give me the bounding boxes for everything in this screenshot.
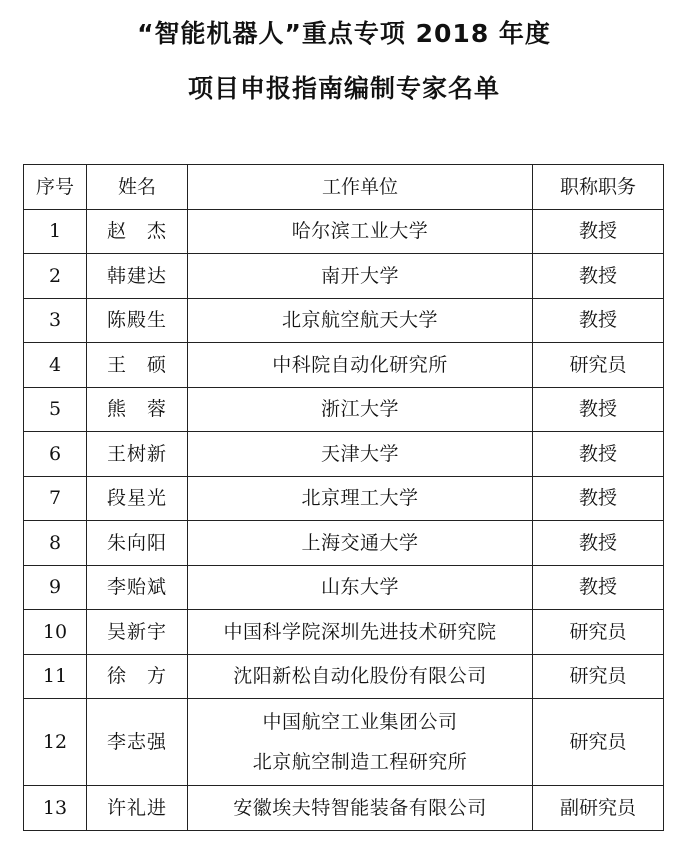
row-number: 2	[24, 254, 87, 299]
job-title: 研究员	[533, 343, 664, 388]
row-number: 5	[24, 387, 87, 432]
table-row	[24, 654, 664, 699]
job-title: 研究员	[533, 699, 664, 786]
table-row	[24, 786, 664, 831]
work-unit	[188, 209, 533, 254]
expert-name: 朱向阳	[87, 521, 188, 566]
work-unit-line: 中科院自动化研究所	[272, 353, 448, 376]
work-unit	[188, 432, 533, 477]
expert-name: 王 硕	[87, 343, 188, 388]
row-number: 8	[24, 521, 87, 566]
work-unit	[188, 565, 533, 610]
expert-name: 王树新	[87, 432, 188, 477]
table-row	[24, 343, 664, 388]
work-unit	[188, 343, 533, 388]
row-number: 4	[24, 343, 87, 388]
work-unit-line: 上海交通大学	[301, 531, 419, 554]
expert-name: 陈殿生	[87, 298, 188, 343]
job-title: 研究员	[533, 610, 664, 655]
table-row	[24, 298, 664, 343]
job-title: 教授	[533, 565, 664, 610]
work-unit	[188, 387, 533, 432]
work-unit-line: 安徽埃夫特智能装备有限公司	[233, 796, 487, 819]
header-number: 序号	[24, 165, 87, 210]
row-number: 1	[24, 209, 87, 254]
header-title: 职称职务	[533, 165, 664, 210]
table-row	[24, 521, 664, 566]
work-unit-line: 中国航空工业集团公司	[262, 711, 458, 733]
work-unit	[188, 786, 533, 831]
document-title-line2: 项目申报指南编制专家名单	[187, 74, 500, 103]
work-unit	[188, 254, 533, 299]
row-number: 9	[24, 565, 87, 610]
job-title: 教授	[533, 432, 664, 477]
table-row	[24, 476, 664, 521]
work-unit	[188, 699, 533, 786]
row-number: 3	[24, 298, 87, 343]
job-title: 教授	[533, 387, 664, 432]
job-title: 研究员	[533, 654, 664, 699]
expert-name: 许礼进	[87, 786, 188, 831]
expert-name: 吴新宇	[87, 610, 188, 655]
work-unit-line: 浙江大学	[320, 398, 399, 421]
work-unit	[188, 521, 533, 566]
work-unit	[188, 654, 533, 699]
table-row	[24, 387, 664, 432]
job-title: 副研究员	[533, 786, 664, 831]
expert-name: 徐 方	[87, 654, 188, 699]
row-number: 11	[24, 654, 87, 699]
table-header-row	[24, 165, 664, 210]
expert-name: 段星光	[87, 476, 188, 521]
work-unit-line: 天津大学	[320, 442, 399, 465]
work-unit-line: 哈尔滨工业大学	[291, 220, 429, 243]
header-name: 姓名	[87, 165, 188, 210]
table-row	[24, 610, 664, 655]
job-title: 教授	[533, 521, 664, 566]
work-unit	[188, 298, 533, 343]
table-row	[24, 699, 664, 786]
work-unit-line: 山东大学	[320, 576, 399, 599]
work-unit-line: 北京航空航天大学	[281, 309, 438, 332]
header-unit: 工作单位	[188, 165, 533, 210]
row-number: 7	[24, 476, 87, 521]
work-unit	[188, 476, 533, 521]
table-row	[24, 254, 664, 299]
expert-name: 赵 杰	[87, 209, 188, 254]
job-title: 教授	[533, 209, 664, 254]
expert-roster-table	[23, 164, 664, 831]
document-title-line1: “智能机器人”重点专项 2018 年度	[137, 19, 551, 48]
work-unit-line: 北京理工大学	[301, 487, 419, 510]
work-unit-line: 北京航空制造工程研究所	[252, 751, 468, 773]
row-number: 12	[24, 699, 87, 786]
expert-name: 李志强	[87, 699, 188, 786]
expert-name: 熊 蓉	[87, 387, 188, 432]
row-number: 6	[24, 432, 87, 477]
job-title: 教授	[533, 254, 664, 299]
table-row	[24, 432, 664, 477]
row-number: 10	[24, 610, 87, 655]
expert-name: 韩建达	[87, 254, 188, 299]
job-title: 教授	[533, 476, 664, 521]
table-row	[24, 209, 664, 254]
job-title: 教授	[533, 298, 664, 343]
expert-name: 李贻斌	[87, 565, 188, 610]
work-unit	[188, 610, 533, 655]
work-unit-line: 中国科学院深圳先进技术研究院	[223, 620, 497, 643]
work-unit-line: 南开大学	[320, 264, 399, 287]
table-row	[24, 565, 664, 610]
row-number: 13	[24, 786, 87, 831]
work-unit-line: 沈阳新松自动化股份有限公司	[233, 665, 487, 688]
